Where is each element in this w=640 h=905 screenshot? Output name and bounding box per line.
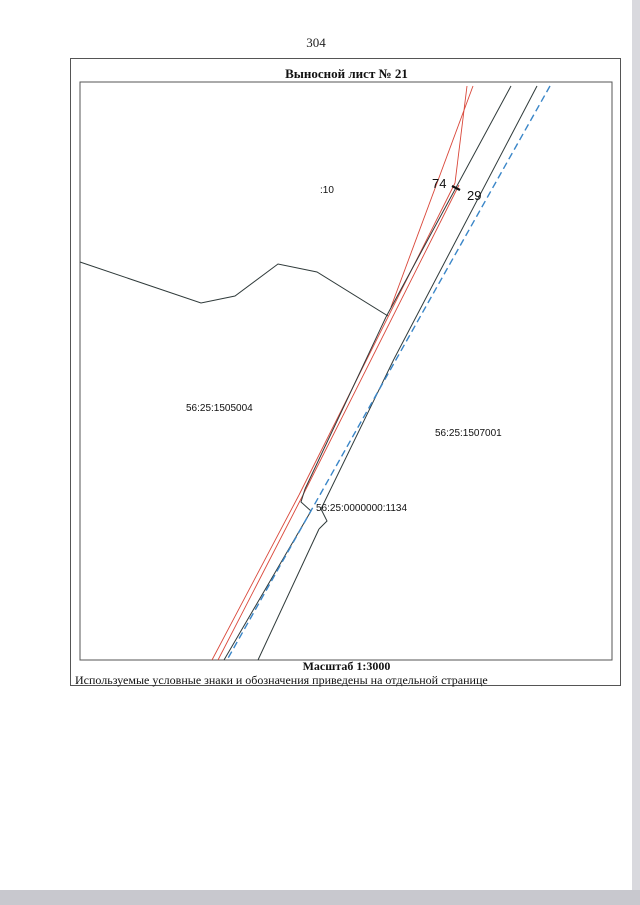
red-line-5	[303, 185, 459, 495]
parcel-label-1505004: 56:25:1505004	[186, 403, 253, 414]
road-boundary-east-middle	[321, 359, 394, 509]
parcel-label-10: :10	[320, 185, 334, 196]
sheet-title: Выносной лист № 21	[285, 66, 408, 81]
scan-bottom-strip	[0, 890, 640, 905]
red-line-2	[455, 86, 467, 183]
parcel-boundary-line	[80, 262, 388, 316]
map-sheet-frame	[70, 58, 621, 686]
red-line-1	[391, 86, 473, 307]
legend-note: Используемые условные знаки и обозначения приведены на отдельной странице	[75, 673, 488, 687]
map-inner-border	[80, 82, 612, 660]
road-boundary-west-lower	[224, 511, 311, 660]
red-line-3	[299, 183, 455, 495]
map-canvas	[71, 59, 620, 685]
page-number: 304	[306, 35, 326, 50]
scale-label: Масштаб 1:3000	[302, 659, 391, 673]
parcel-label-1507001: 56:25:1507001	[435, 428, 502, 439]
red-line-6	[218, 495, 303, 660]
red-line-4	[212, 495, 299, 660]
parcel-label-road-1134: 56:25:0000000:1134	[316, 503, 408, 514]
point-label-29: 29	[467, 188, 482, 203]
road-boundary-west-middle	[305, 317, 386, 489]
point-label-74: 74	[432, 176, 447, 191]
road-boundary-east-upper	[394, 86, 537, 359]
road-boundary-west-notch	[301, 489, 311, 511]
road-axis-dashed-line	[227, 86, 550, 660]
road-boundary-west-upper	[386, 86, 511, 317]
